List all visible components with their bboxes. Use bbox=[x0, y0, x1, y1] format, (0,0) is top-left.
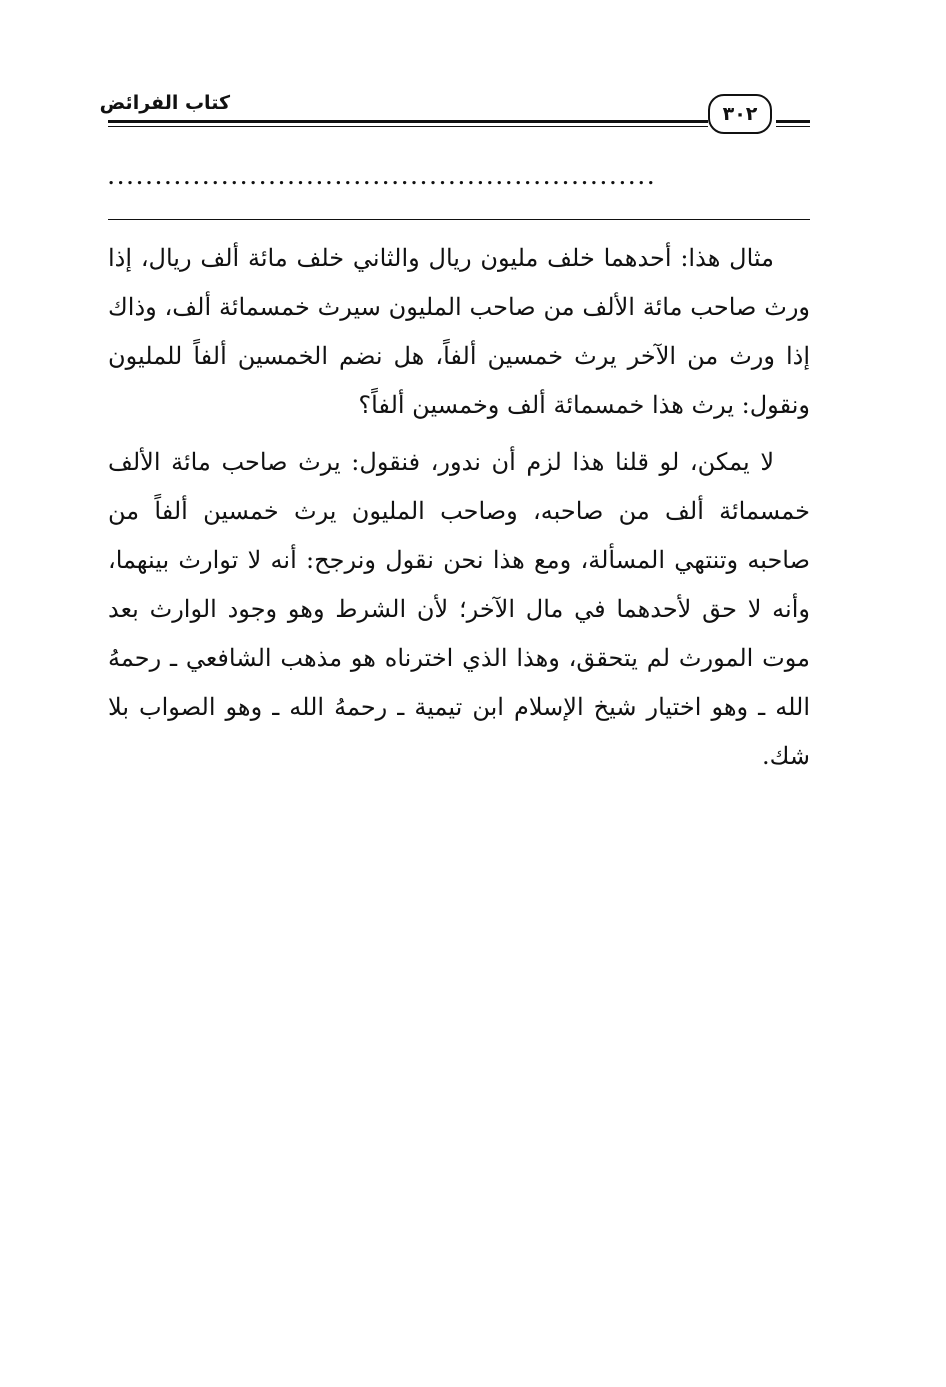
page-header bbox=[99, 86, 810, 136]
dotted-separator: .......................................................... bbox=[108, 168, 658, 189]
header-rule bbox=[108, 120, 708, 123]
body-text bbox=[108, 234, 810, 789]
header-rule-right-thin bbox=[776, 126, 810, 127]
paragraph: لا يمكن، لو قلنا هذا لزم أن ندور، فنقول: يرث صاحب مائة الألف خمسمائة ألف من صاحبه، وصاحب المليون يرث خمسين ألفاً من صاحبه وتنتهي المسألة، ومع هذا نحن نقول ونرجح: أنه لا توارث بينهما، وأنه لا حق لأحدهما في مال الآخر؛ لأن الشرط وهو وجود الوارث بعد موت المورث لم يتحقق، وهذا الذي اخترناه هو مذهب الشافعي ـ رحمهُ الله ـ وهو اختيار شيخ الإسلام ابن تيمية ـ رحمهُ الله ـ وهو الصواب بلا شك. bbox=[108, 448, 810, 770]
paragraph: مثال هذا: أحدهما خلف مليون ريال والثاني خلف مائة ألف ريال، إذا ورث صاحب مائة الألف من صاحب المليون سيرث خمسمائة ألف، وذاك إذا ورث من الآخر يرث خمسين ألفاً، هل نضم الخمسين ألفاً للمليون ونقول: يرث هذا خمسمائة ألف وخمسين ألفاً؟ bbox=[108, 244, 810, 419]
section-rule bbox=[108, 219, 810, 220]
page-number: ٣٠٢ bbox=[708, 94, 772, 134]
book-title: كتاب الفرائض bbox=[99, 92, 230, 114]
header-rule-thin bbox=[108, 126, 708, 127]
header-rule-right bbox=[776, 120, 810, 123]
